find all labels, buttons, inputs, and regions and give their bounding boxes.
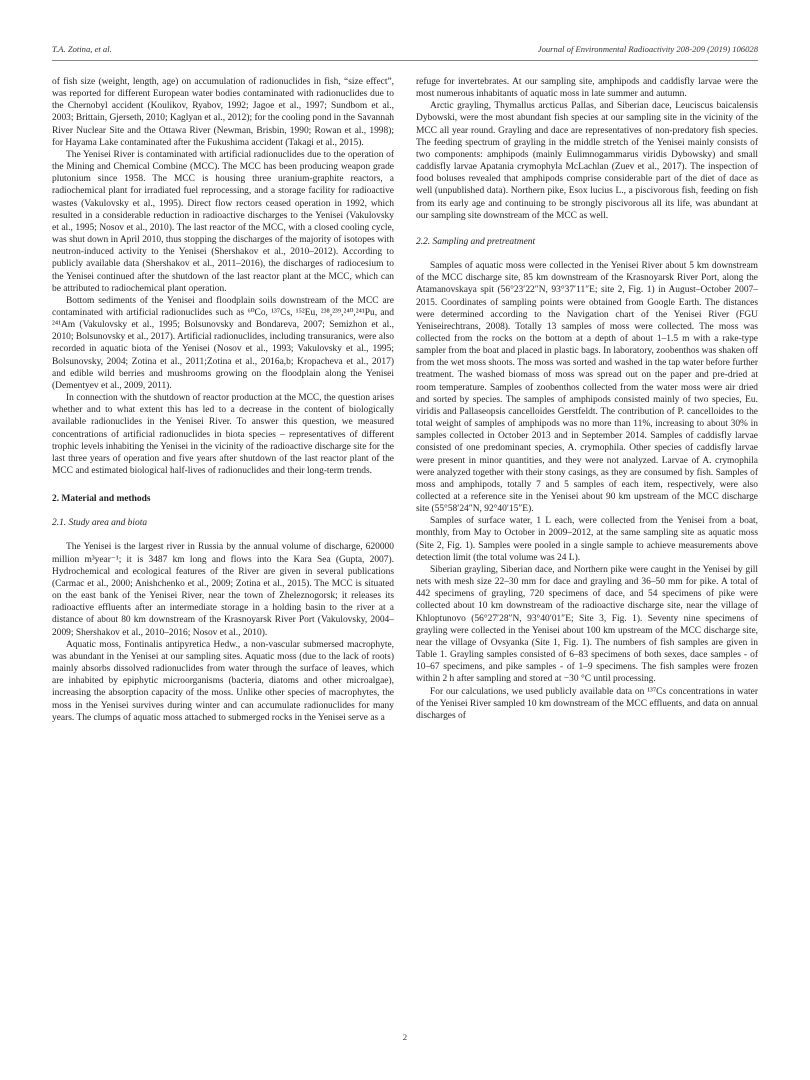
paragraph: The Yenisei River is contaminated with artificial radionuclides due to the operation of the Mining and Chemical Combine (MCC). The MCC has been producing weapon grade plutonium since 1958. The MCC is housing three uranium-graphite reactors, a radiochemical plant for irradiated fuel reprocessing, and a storage facility for radioactive wastes (Vakulovsky et al., 1995). Direct flow rectors ceased operation in 1992, which resulted in a considerable reduction in radioactive discharges to the Yenisei (Vakulovsky et al., 1995; Nosov et al., 2010). The last reactor of the MCC, with a closed cooling cycle, was shut down in April 2010, thus stopping the discharges of the majority of isotopes with neutron-induced activity to the Yenisei (Shershakov et al., 2010–2012). According to publicly available data (Shershakov et al., 2011–2016), the discharges of radiocesium to the Yenisei continued after the shutdown of the last reactor plant at the MCC, which can be attributed to radiochemical plant operation. [52,149,394,294]
header-rule [52,60,758,61]
paragraph: Siberian grayling, Siberian dace, and Northern pike were caught in the Yenisei by gill nets with mesh size 22–30 mm for dace and grayling and 36–50 mm for pike. A total of 442 specimens of grayling, 720 specimens of dace, and 54 specimens of pike were collected about 10 km downstream of the radioactive discharge site, near the village of Khloptunovo (56°27′28″N, 93°40′01″E; Site 3, Fig. 1). Seventy nine specimens of grayling were collected in the Yenisei about 100 km upstream of the MCC discharge site, near the village of Ovsyanka (Site 1, Fig. 1). The numbers of fish samples are given in Table 1. Grayling samples consisted of 6–83 specimens of both sexes, dace samples - of 10–67 specimens, and pike samples - of 1–9 specimens. The fish samples were frozen within 2 h after sampling and stored at −30 °C until processing. [416,564,758,685]
paragraph: Bottom sediments of the Yenisei and floodplain soils downstream of the MCC are contaminated with artificial radionuclides such as ⁶⁰Co, ¹³⁷Cs, ¹⁵²Eu, ²³⁸,²³⁹,²⁴⁰,²⁴¹Pu, and ²⁴¹Am (Vakulovsky et al., 1995; Bolsunovsky and Bondareva, 2007; Semizhon et al., 2010; Bolsunovsky et al., 2017). Artificial radionuclides, including transuranics, were also recorded in aquatic biota of the Yenisei (Nosov et al., 1993; Vakulovsky et al., 1995; Bolsunovsky, 2004; Zotina et al., 2011;Zotina et al., 2016a,b; Kropacheva et al., 2017) and edible wild berries and mushrooms growing on the floodplain along the Yenisei (Dementyev et al., 2009, 2011). [52,295,394,391]
right-column [416,76,758,722]
header-journal: Journal of Environmental Radioactivity 208-209 (2019) 106028 [537,44,758,54]
page-number: 2 [402,1032,408,1042]
paragraph: of fish size (weight, length, age) on accumulation of radionuclides in fish, “size effect”, was reported for different European water bodies contaminated with radionuclides due to the Chernobyl accident (Koulikov, Ryabov, 1992; Jagoe et al., 1997; Sundbom et al., 2003; Brittain, Gjerseth, 2010; Kaglyan et al., 2012); for the cooling pond in the Savannah River Nuclear Site and the Ottawa River (Newman, Brisbin, 1990; Rowan et al., 1998); for Hayama Lake contaminated after the Fukushima accident (Takagi et al., 2015). [52,77,394,148]
paragraph: In connection with the shutdown of reactor production at the MCC, the question arises whether and to what extent this has led to a decrease in the content of biologically available radionuclides in the Yenisei River. To answer this question, we measured concentrations of artificial radionuclides in biota species – representatives of different trophic levels inhabiting the Yenisei in the vicinity of the radioactive discharge site for the last three years of operation and five years after shutdown of the last reactor plant of the MCC and estimated biological half-lives of radionuclides and their long-term trends. [52,393,394,476]
left-column [52,76,394,724]
running-head [52,44,758,58]
header-authors: T.A. Zotina, et al. [52,44,112,54]
paragraph: The Yenisei is the largest river in Russia by the annual volume of discharge, 620000 million m³year⁻¹; it is 3487 km long and flows into the Kara Sea (Gupta, 2007). Hydrochemical and ecological features of the River are given in several publications (Carmac et al., 2000; Anishchenko et al., 2009; Zotina et al., 2015). The MCC is situated on the east bank of the Yenisei River, near the town of Zheleznogorsk; it releases its radioactive effluents after an intermediate storage in a holding basin to the river at a distance of about 80 km downstream of the Krasnoyarsk River Port (Vakulovsky, 2004–2009; Shershakov et al., 2010–2016; Nosov et al., 2010). [52,542,394,638]
paragraph: Arctic grayling, Thymallus arcticus Pallas, and Siberian dace, Leuciscus baicalensis Dybowski, were the most abundant fish species at our sampling site in the vicinity of the MCC all year round. Grayling and dace are representatives of non-predatory fish species. The feeding spectrum of grayling in the middle stretch of the Yenisei mainly consists of two components: amphipods (mainly Eulimnogammarus viridis Dybowsky) and small caddisfly larvae Apatania crymophyla McLachlan (Zuev et al., 2017). The inspection of food boluses revealed that amphipods comprise considerable part of the diet of dace as well (unpublished data). Northern pike, Esox lucius L., a piscivorous fish, feeding on fish from its early age and continuing to be strongly piscivorous all its life, was abundant at our sampling site downstream of the MCC as well. [416,101,758,221]
subsection-heading: 2.1. Study area and biota [52,518,148,529]
subsection-heading: 2.2. Sampling and pretreatment [416,236,536,247]
section-heading: 2. Material and methods [52,494,151,505]
paragraph: For our calculations, we used publicly available data on ¹³⁷Cs concentrations in water of the Yenisei River sampled 10 km downstream of the MCC effluents, and data on annual discharges of [416,686,758,721]
paragraph: refuge for invertebrates. At our sampling site, amphipods and caddisfly larvae were the most numerous inhabitants of aquatic moss in late summer and autumn. [416,77,758,100]
paragraph: Aquatic moss, Fontinalis antipyretica Hedw., a non-vascular submersed macrophyte, was abundant in the Yenisei at our sampling sites. Aquatic moss (due to the lack of roots) mainly absorbs dissolved radionuclides from water through the surface of leaves, which are inhabited by epiphytic microorganisms (bacteria, diatoms and other microalgae), increasing the absorption capacity of the moss. Unlike other species of macrophytes, the moss in the Yenisei survives during winter and can accumulate radionuclides for many years. The clumps of aquatic moss attached to submerged rocks in the Yenisei serve as a [52,639,394,723]
paragraph: Samples of surface water, 1 L each, were collected from the Yenisei from a boat, monthly, from May to October in 2009–2012, at the same sampling site as aquatic moss (Site 2, Fig. 1). Samples were pooled in a single sample to achieve measurements above detection limit (the total volume was 24 L). [416,516,758,563]
paragraph: Samples of aquatic moss were collected in the Yenisei River about 5 km downstream of the MCC discharge site, 85 km downstream of the Krasnoyarsk River Port, along the Atamanovskaya spit (56°23′22″N, 93°37′11″E; site 2, Fig. 1) in August–October 2007–2015. Coordinates of sampling points were obtained from Google Earth. The distances were determined according to the Navigation chart of the Yenisei River (FGU Yeniseirechtrans, 2008). Totally 13 samples of moss were collected. The moss was collected from the rocks on the bottom at a depth of about 1–1.5 m with a rake-type sampler from the boat and placed in plastic bags. In laboratory, zoobenthos was shaken off from the wet moss shoots. The moss was sorted and washed in the tap water before further treatment. The washed biomass of moss was spread out on the paper and pre-dried at room temperature. Samples of zoobenthos collected from the water moss were air dried and sorted by species. The samples of amphipods consisted mainly of two species, Eu. viridis and Pallaseopsis cancelloides Gerstfeldt. The contribution of P. cancelloides to the total weight of samples of amphipods was no more than 11%, increasing to about 30% in samples collected in October 2013 and in September 2014. Samples of caddisfly larvae consisted of one predominant species, A. crymophila. Other species of caddisfly larvae were present in minor quantities, and they were not analyzed. Larvae of A. crymophila were analyzed together with their stony casings, as they are consumed by fish. Samples of moss and amphipods, totally 7 and 5 samples of each item, respectively, were also collected at a reference site in the Yenisei about 90 km upstream of the MCC discharge site (55°58′24″N, 92°40′15″E). [416,261,759,515]
